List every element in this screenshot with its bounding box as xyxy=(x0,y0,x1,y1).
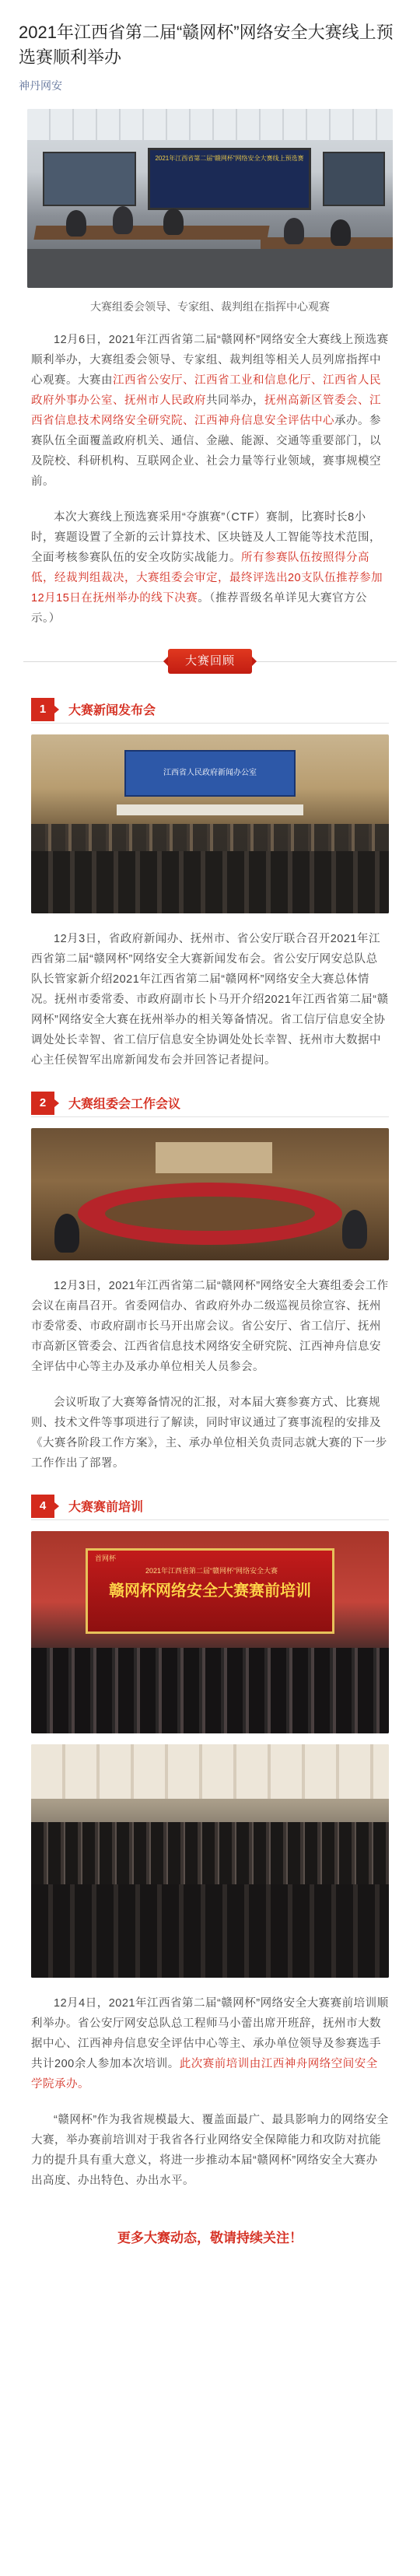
item-1-paragraph: 12月3日，省政府新闻办、抚州市、省公安厅联合召开2021年江西省第二届“赣网杯”网络安全大赛新闻发布会。省公安厅网安总队总队长管家新介绍2021年江西省第二届“赣网杯”网络安全大赛总体情况。抚州市委常委、市政府副市长卜马开介绍2021年江西省第二届“赣网杯”网络安全大赛在抚州举办的相关筹备情况。省工信厅信息安全协调处处长幸智、省工信厅信息安全协调处处长幸智、抚州市大数据中心主任侯智军出席新闻发布会并回答记者提问。 xyxy=(31,933,389,1067)
item-title: 大赛新闻发布会 xyxy=(68,704,156,717)
intro-paragraph-2: 本次大赛线上预选赛采用“夺旗赛”（CTF）赛制，比赛时长8小时，赛题设置了全新的云计算技术、区块链及人工智能等技术范围，全面考核参赛队伍的安全攻防实战能力。所有参赛队伍按照得分高低，经裁判组裁决，大赛组委会审定，最终评选出20支队伍推荐参加12月15日在抚州举办的线下决赛。（推荐晋级名单详见大赛官方公示。） xyxy=(31,511,383,625)
item-1-header xyxy=(31,696,389,724)
item-2-paragraph-2: 会议听取了大赛筹备情况的汇报，对本届大赛参赛方式、比赛规则、技术文件等事项进行了解读，同时审议通过了赛事流程的安排及《大赛各阶段工作方案》，主、承办单位相关负责同志就大赛的下一步工作作出了部署。 xyxy=(31,1397,387,1470)
item-2-paragraph-1: 12月3日，2021年江西省第二届“赣网杯”网络安全大赛组委会工作会议在南昌召开。省委网信办、省政府外办二级巡视员徐宣容、抚州市委常委、市政府副市长马开出席会议。省公安厅、省工信厅、抚州市高新区管委会、江西省信息技术网络安全研究院、江西神舟信息安全评估中心等主办及承办单位相关人员参会。 xyxy=(31,1280,389,1373)
screen-text: 江西省人民政府新闻办公室 xyxy=(163,769,257,777)
item-title: 大赛组委会工作会议 xyxy=(68,1098,181,1111)
article-title: 2021年江西省第二届“赣网杯”网络安全大赛线上预选赛顺利举办 xyxy=(19,23,394,67)
photo-training-audience xyxy=(31,1744,389,1978)
item-number-badge: 1 xyxy=(31,698,54,721)
item-4-paragraph-2: “赣网杯”作为我省规模最大、覆盖面最广、最具影响力的网络安全大赛，举办赛前培训对于我省各行业网络安全保障能力和攻防对抗能力的提升具有重大意义，将进一步推动本届“赣网杯”网络安全大赛办出高度、办出特色、办出水平。 xyxy=(31,2114,389,2187)
item-title: 大赛赛前培训 xyxy=(68,1501,144,1514)
item-2-header xyxy=(31,1089,389,1117)
screen-text: 2021年江西省第二届“赣网杯”网络安全大赛线上预选赛 xyxy=(155,155,304,162)
item-number-badge: 4 xyxy=(31,1495,54,1518)
banner-line-2: 2021年江西省第二届“赣网杯”网络安全大赛 xyxy=(145,1567,278,1575)
section-header-review xyxy=(0,646,420,677)
article-source-link[interactable]: 神丹网安 xyxy=(19,79,62,92)
banner-line-1: 首网杯 xyxy=(95,1554,117,1562)
section-label: 大赛回顾 xyxy=(168,649,252,674)
item-4-paragraph-1: 12月4日，2021年江西省第二届“赣网杯”网络安全大赛赛前培训顺利举办。省公安厅网安总队总工程师马小蕾出席开班辞，抚州市大数据中心、江西神舟信息安全评估中心等主、承办单位领导及参赛选手共计200余人参加本次培训。此次赛前培训由江西神舟网络空间安全学院承办。 xyxy=(31,1997,389,2091)
intro-caption: 大赛组委会领导、专家组、裁判组在指挥中心观赛 xyxy=(90,300,330,313)
photo-training-stage xyxy=(31,1531,389,1733)
item-number-badge: 2 xyxy=(31,1092,54,1115)
photo-press-conference xyxy=(31,734,389,913)
banner-big-text: 赣网杯网络安全大赛赛前培训 xyxy=(109,1582,311,1600)
closing-text: 更多大赛动态，敬请持续关注！ xyxy=(117,2231,303,2245)
photo-command-center xyxy=(27,109,393,288)
intro-paragraph-1: 12月6日，2021年江西省第二届“赣网杯”网络安全大赛线上预选赛顺利举办，大赛组委会领导、专家组、裁判组等相关人员列席指挥中心观赛。大赛由江西省公安厅、江西省工业和信息化厅、江西省人民政府外事办公室、抚州市人民政府共同举办，抚州高新区管委会、江西省信息技术网络安全研究院、江西神舟信息安全评估中心承办。参赛队伍全面覆盖政府机关、通信、金融、能源、交通等重要部门，以及院校、科研机构、互联网企业、社会力量等行业领域，赛事规模空前。 xyxy=(31,334,389,488)
item-4-header xyxy=(31,1492,389,1520)
photo-committee-meeting xyxy=(31,1128,389,1260)
